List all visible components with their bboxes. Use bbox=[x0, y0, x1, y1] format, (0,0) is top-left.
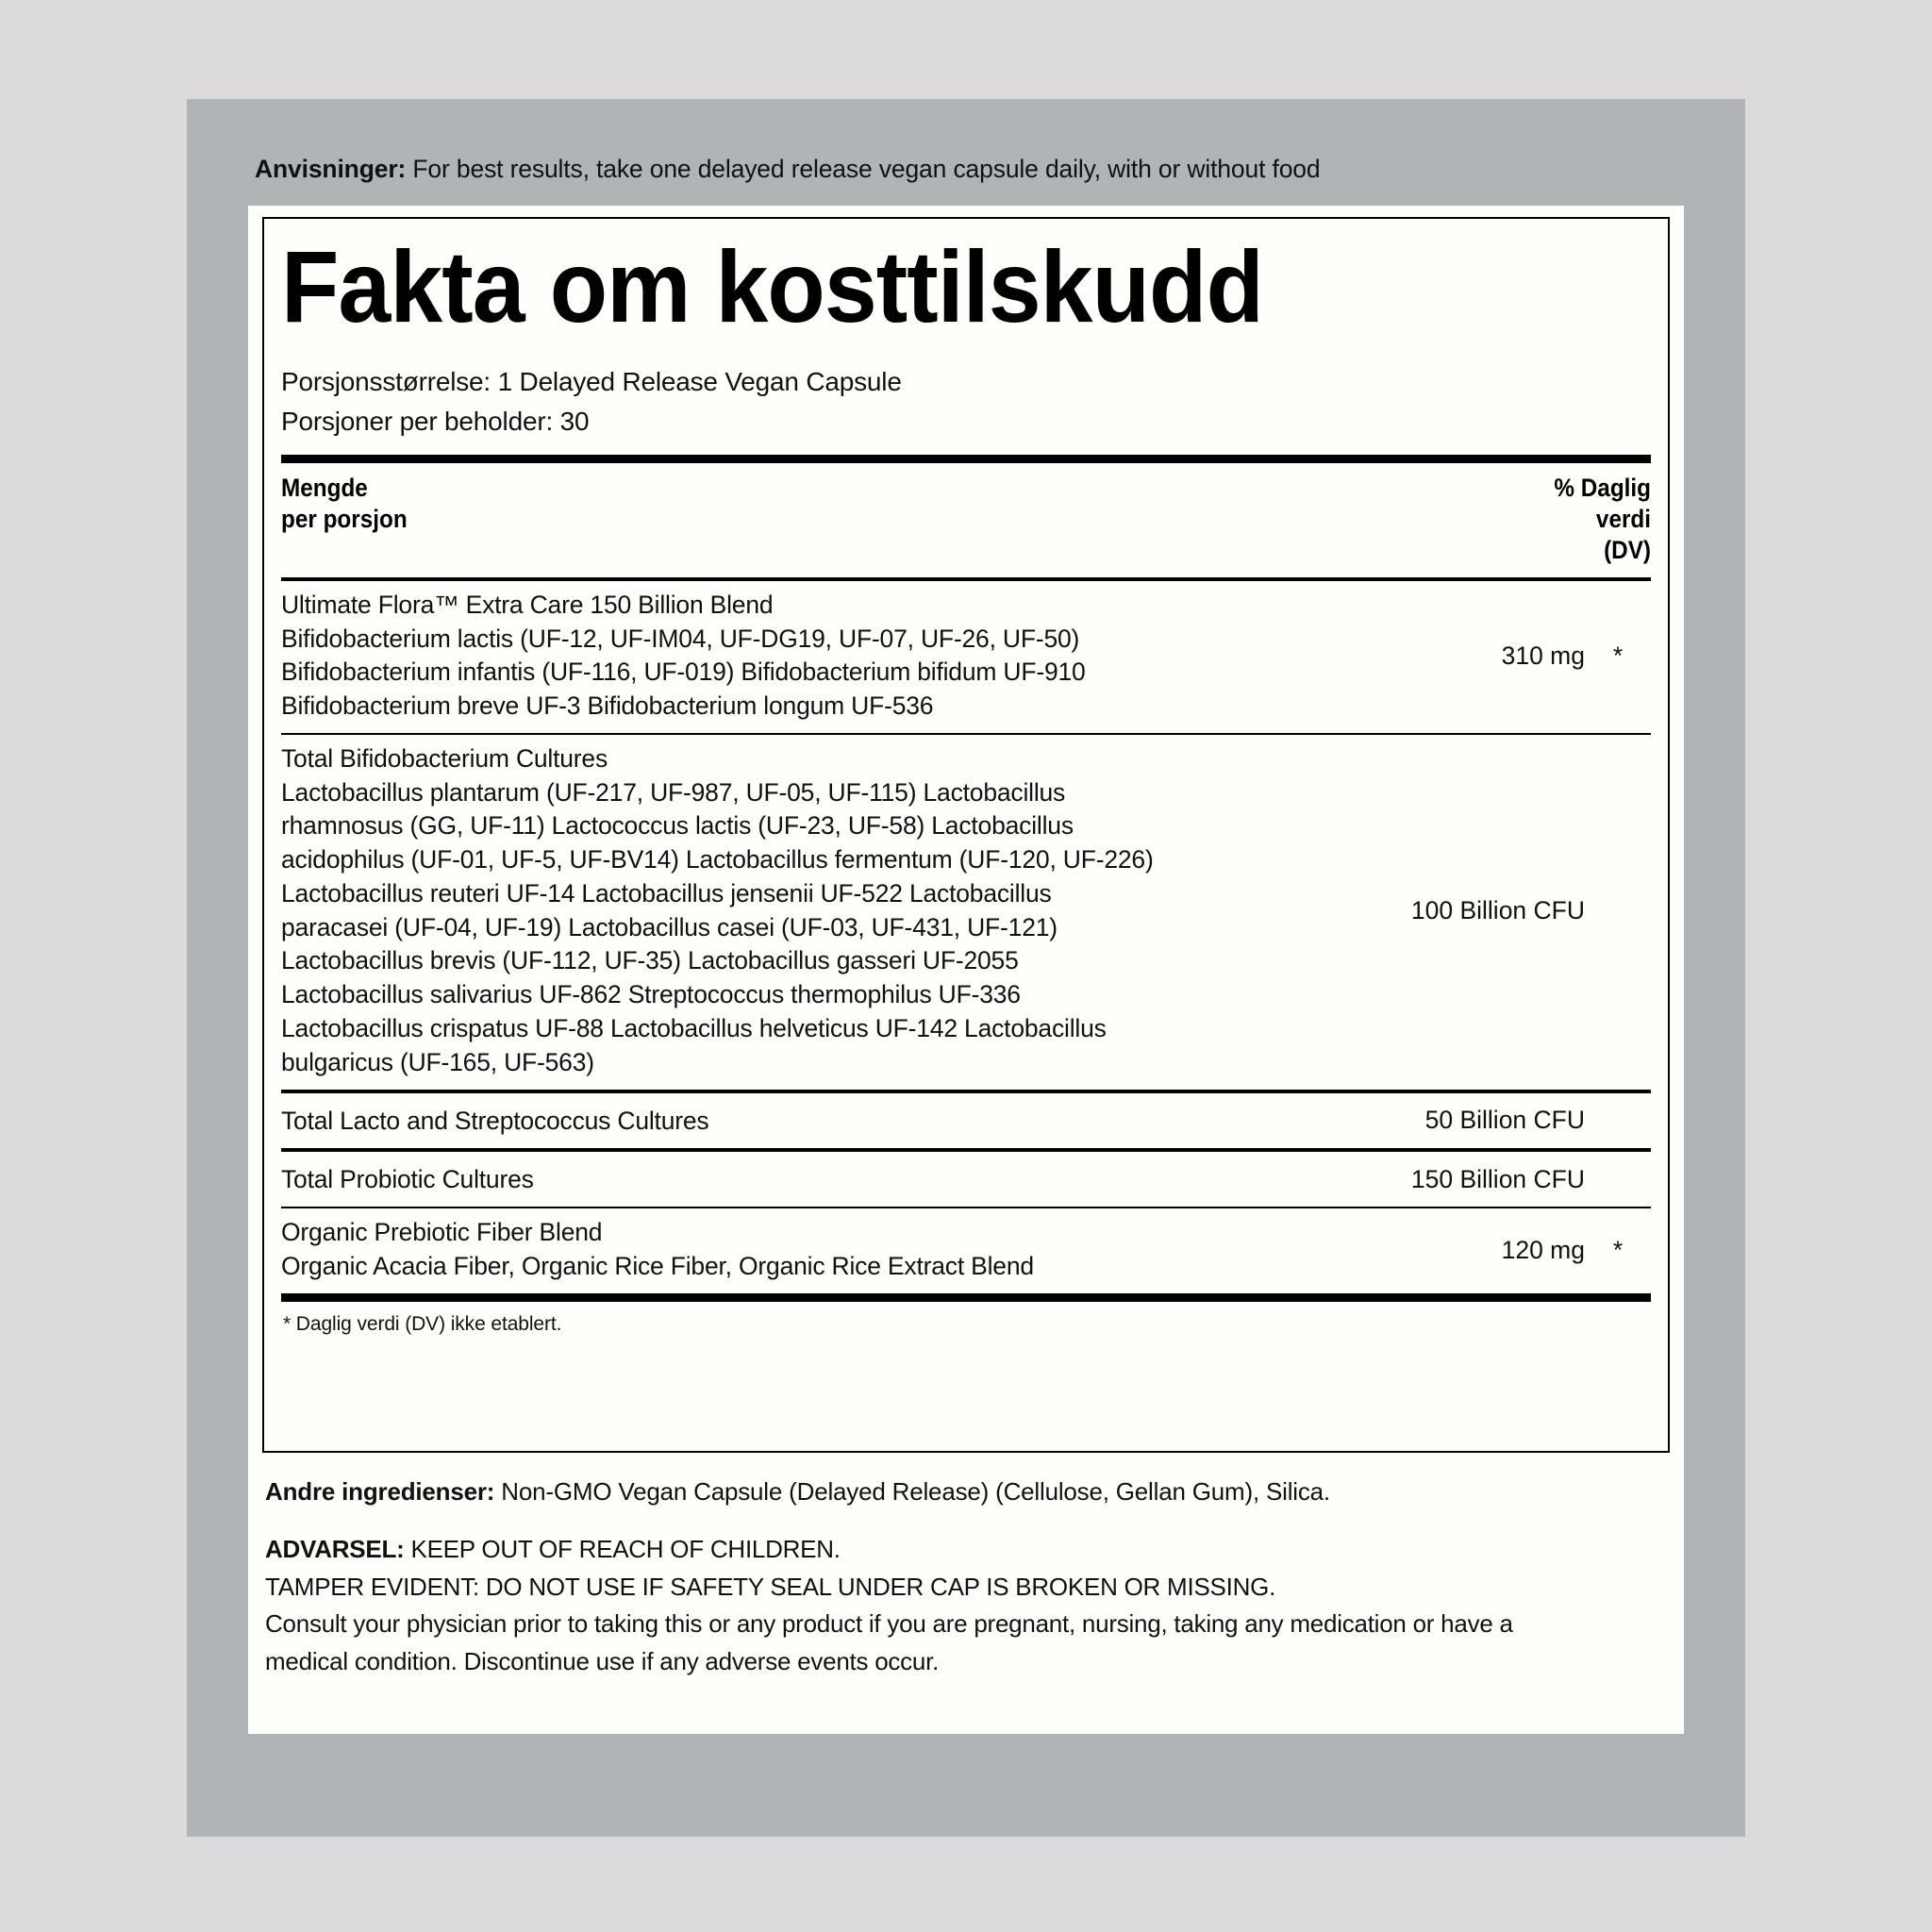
ingredient-daily-value: * bbox=[1612, 641, 1624, 670]
supplement-panel-background bbox=[187, 99, 1745, 1837]
supplement-facts-title: Fakta om kosttilskudd bbox=[281, 229, 1263, 343]
ingredient-line: paracasei (UF-04, UF-19) Lactobacillus casei (UF-03, UF-431, UF-121) bbox=[281, 912, 1058, 941]
ingredient-line: Lactobacillus salivarius UF-862 Streptococcus thermophilus UF-336 bbox=[281, 980, 1021, 1009]
daily-value-footnote: * Daglig verdi (DV) ikke etablert. bbox=[283, 1312, 562, 1335]
divider-thick-bottom bbox=[281, 1293, 1651, 1302]
ingredient-line: acidophilus (UF-01, UF-5, UF-BV14) Lactobacillus fermentum (UF-120, UF-226) bbox=[281, 845, 1154, 874]
table-row bbox=[281, 581, 1651, 733]
dv-header-line3: (DV) bbox=[1604, 535, 1651, 564]
ingredient-line: Bifidobacterium breve UF-3 Bifidobacterium longum UF-536 bbox=[281, 691, 934, 721]
amount-per-serving-header bbox=[281, 473, 408, 535]
ingredient-amount: 150 Billion CFU bbox=[1410, 1164, 1585, 1193]
ingredient-names bbox=[281, 1105, 1349, 1137]
ingredient-line: Organic Acacia Fiber, Organic Rice Fiber, Organic Rice Extract Blend bbox=[281, 1252, 1034, 1281]
table-row bbox=[281, 1208, 1651, 1293]
ingredient-amount: 100 Billion CFU bbox=[1410, 896, 1585, 925]
ingredient-line: Ultimate Flora™ Extra Care 150 Billion Blend bbox=[281, 590, 774, 619]
dv-header-line2: verdi bbox=[1595, 504, 1651, 533]
ingredient-line: Lactobacillus brevis (UF-112, UF-35) Lactobacillus gasseri UF-2055 bbox=[281, 946, 1019, 975]
warning-block bbox=[265, 1531, 1661, 1680]
ingredient-names bbox=[281, 589, 1349, 724]
ingredient-amount: 120 mg bbox=[1501, 1235, 1585, 1264]
ingredient-line: Organic Prebiotic Fiber Blend bbox=[281, 1218, 603, 1247]
directions-label: Anvisninger: bbox=[255, 155, 407, 183]
ingredient-line: rhamnosus (GG, UF-11) Lactococcus lactis (UF-23, UF-58) Lactobacillus bbox=[281, 811, 1074, 841]
serving-size: Porsjonsstørrelse: 1 Delayed Release Vegan Capsule bbox=[281, 367, 902, 396]
ingredient-line: Total Bifidobacterium Cultures bbox=[281, 743, 608, 773]
warning-line-3: Consult your physician prior to taking this or any product if you are pregnant, nursing, taking any medication or have a bbox=[265, 1609, 1513, 1639]
directions-text bbox=[255, 154, 1689, 185]
ingredient-line: Lactobacillus crispatus UF-88 Lactobacillus helveticus UF-142 Lactobacillus bbox=[281, 1014, 1107, 1042]
ingredient-line: Bifidobacterium infantis (UF-116, UF-019) Bifidobacterium bifidum UF-910 bbox=[281, 658, 1086, 687]
warning-keep-out: KEEP OUT OF REACH OF CHILDREN. bbox=[410, 1535, 841, 1563]
ingredient-names bbox=[281, 1163, 1349, 1195]
table-row bbox=[281, 735, 1651, 1090]
ingredient-line: Lactobacillus reuteri UF-14 Lactobacillus jensenii UF-522 Lactobacillus bbox=[281, 878, 1052, 908]
ingredient-daily-value: * bbox=[1612, 1235, 1624, 1264]
ingredient-line: Bifidobacterium lactis (UF-12, UF-IM04, UF-DG19, UF-07, UF-26, UF-50) bbox=[281, 624, 1080, 653]
ingredient-line: Total Lacto and Streptococcus Cultures bbox=[281, 1106, 709, 1135]
directions-body: For best results, take one delayed release vegan capsule daily, with or without food bbox=[412, 155, 1321, 183]
warning-line-1 bbox=[265, 1531, 1661, 1569]
ingredient-amount: 310 mg bbox=[1501, 641, 1585, 670]
warning-line-2: TAMPER EVIDENT: DO NOT USE IF SAFETY SEAL UNDER CAP IS BROKEN OR MISSING. bbox=[265, 1572, 1276, 1601]
other-ingredients bbox=[265, 1477, 1661, 1507]
table-header-row bbox=[281, 463, 1651, 577]
divider-thick-top bbox=[281, 455, 1651, 463]
ingredient-names bbox=[281, 742, 1349, 1080]
warning-label: ADVARSEL: bbox=[265, 1535, 405, 1563]
warning-line-4: medical condition. Discontinue use if any adverse events occur. bbox=[265, 1646, 940, 1675]
ingredient-line: Lactobacillus plantarum (UF-217, UF-987, UF-05, UF-115) Lactobacillus bbox=[281, 777, 1066, 807]
ingredient-line: Total Probiotic Cultures bbox=[281, 1164, 534, 1193]
amount-header-line2: per porsjon bbox=[281, 504, 408, 533]
ingredient-line: bulgaricus (UF-165, UF-563) bbox=[281, 1047, 594, 1076]
servings-per-container: Porsjoner per beholder: 30 bbox=[281, 407, 590, 436]
ingredient-amount: 50 Billion CFU bbox=[1424, 1106, 1585, 1135]
table-row bbox=[281, 1093, 1651, 1148]
amount-header-line1: Mengde bbox=[281, 474, 368, 502]
dv-header-line1: % Daglig bbox=[1554, 474, 1651, 502]
daily-value-header bbox=[1554, 473, 1651, 566]
supplement-facts-card bbox=[248, 206, 1684, 1734]
ingredient-names bbox=[281, 1216, 1349, 1284]
table-row bbox=[281, 1152, 1651, 1207]
other-ingredients-text: Non-GMO Vegan Capsule (Delayed Release) (Cellulose, Gellan Gum), Silica. bbox=[501, 1477, 1330, 1506]
other-ingredients-label: Andre ingredienser: bbox=[265, 1477, 495, 1506]
supplement-facts-box bbox=[262, 217, 1670, 1453]
